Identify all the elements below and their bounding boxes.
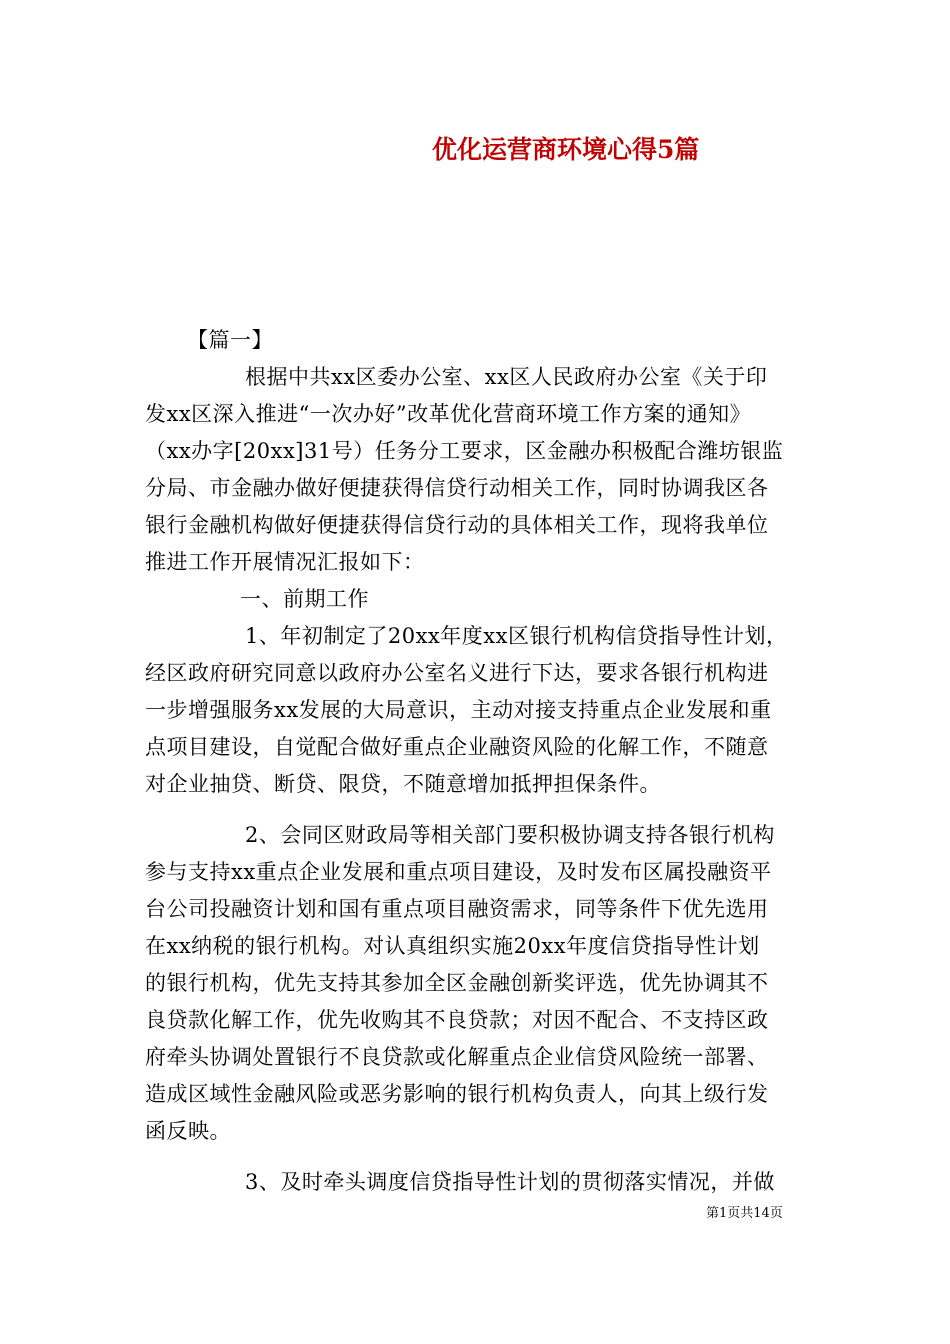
text-line: 银行金融机构做好便捷获得信贷行动的具体相关工作，现将我单位: [145, 513, 769, 537]
text-line: （xx办字[20xx]31号）任务分工要求，区金融办积极配合潍坊银监: [145, 439, 784, 463]
section-heading: 【篇一】: [187, 328, 273, 352]
text-line: 经区政府研究同意以政府办公室名义进行下达，要求各银行机构进: [145, 661, 769, 685]
text-line: 一步增强服务xx发展的大局意识，主动对接支持重点企业发展和重: [145, 698, 772, 722]
text-line: 推进工作开展情况汇报如下：: [145, 550, 425, 574]
text-line: 良贷款化解工作，优先收购其不良贷款；对因不配合、不支持区政: [145, 1008, 769, 1032]
text-line: 3、及时牵头调度信贷指导性计划的贯彻落实情况，并做: [245, 1170, 775, 1194]
text-line: 台公司投融资计划和国有重点项目融资需求，同等条件下优先选用: [145, 897, 769, 921]
paragraph-item-3: [145, 1164, 813, 1201]
subsection-heading: 一、前期工作: [240, 587, 369, 611]
text-line: 2、会同区财政局等相关部门要积极协调支持各银行机构: [245, 823, 775, 847]
text-line: 根据中共xx区委办公室、xx区人民政府办公室《关于印: [245, 365, 768, 389]
text-line: 府牵头协调处置银行不良贷款或化解重点企业信贷风险统一部署、: [145, 1045, 769, 1069]
text-line: 造成区域性金融风险或恶劣影响的银行机构负责人，向其上级行发: [145, 1082, 769, 1106]
text-line: 分局、市金融办做好便捷获得信贷行动相关工作，同时协调我区各: [145, 476, 769, 500]
text-line: 点项目建设，自觉配合做好重点企业融资风险的化解工作，不随意: [145, 735, 769, 759]
text-line: 对企业抽贷、断贷、限贷，不随意增加抵押担保条件。: [145, 772, 661, 796]
text-line: 函反映。: [145, 1119, 231, 1143]
text-line: 在xx纳税的银行机构。对认真组织实施20xx年度信贷指导性计划: [145, 934, 760, 958]
text-line: 1、年初制定了20xx年度xx区银行机构信贷指导性计划，: [245, 624, 788, 648]
text-line: 发xx区深入推进“一次办好”改革优化营商环境工作方案的通知》: [145, 402, 752, 426]
document-body: [145, 322, 813, 1201]
text-line: 的银行机构，优先支持其参加全区金融创新奖评选，优先协调其不: [145, 971, 769, 995]
paragraph-item-2: [145, 817, 813, 1150]
paragraph-intro: [145, 359, 813, 581]
text-line: 参与支持xx重点企业发展和重点项目建设，及时发布区属投融资平: [145, 860, 772, 884]
page-number: 第1页共14页: [706, 1206, 783, 1221]
document-title: 优化运营商环境心得5篇: [432, 135, 700, 164]
paragraph-item-1: [145, 618, 813, 803]
paragraph-heading-1: [145, 581, 813, 618]
